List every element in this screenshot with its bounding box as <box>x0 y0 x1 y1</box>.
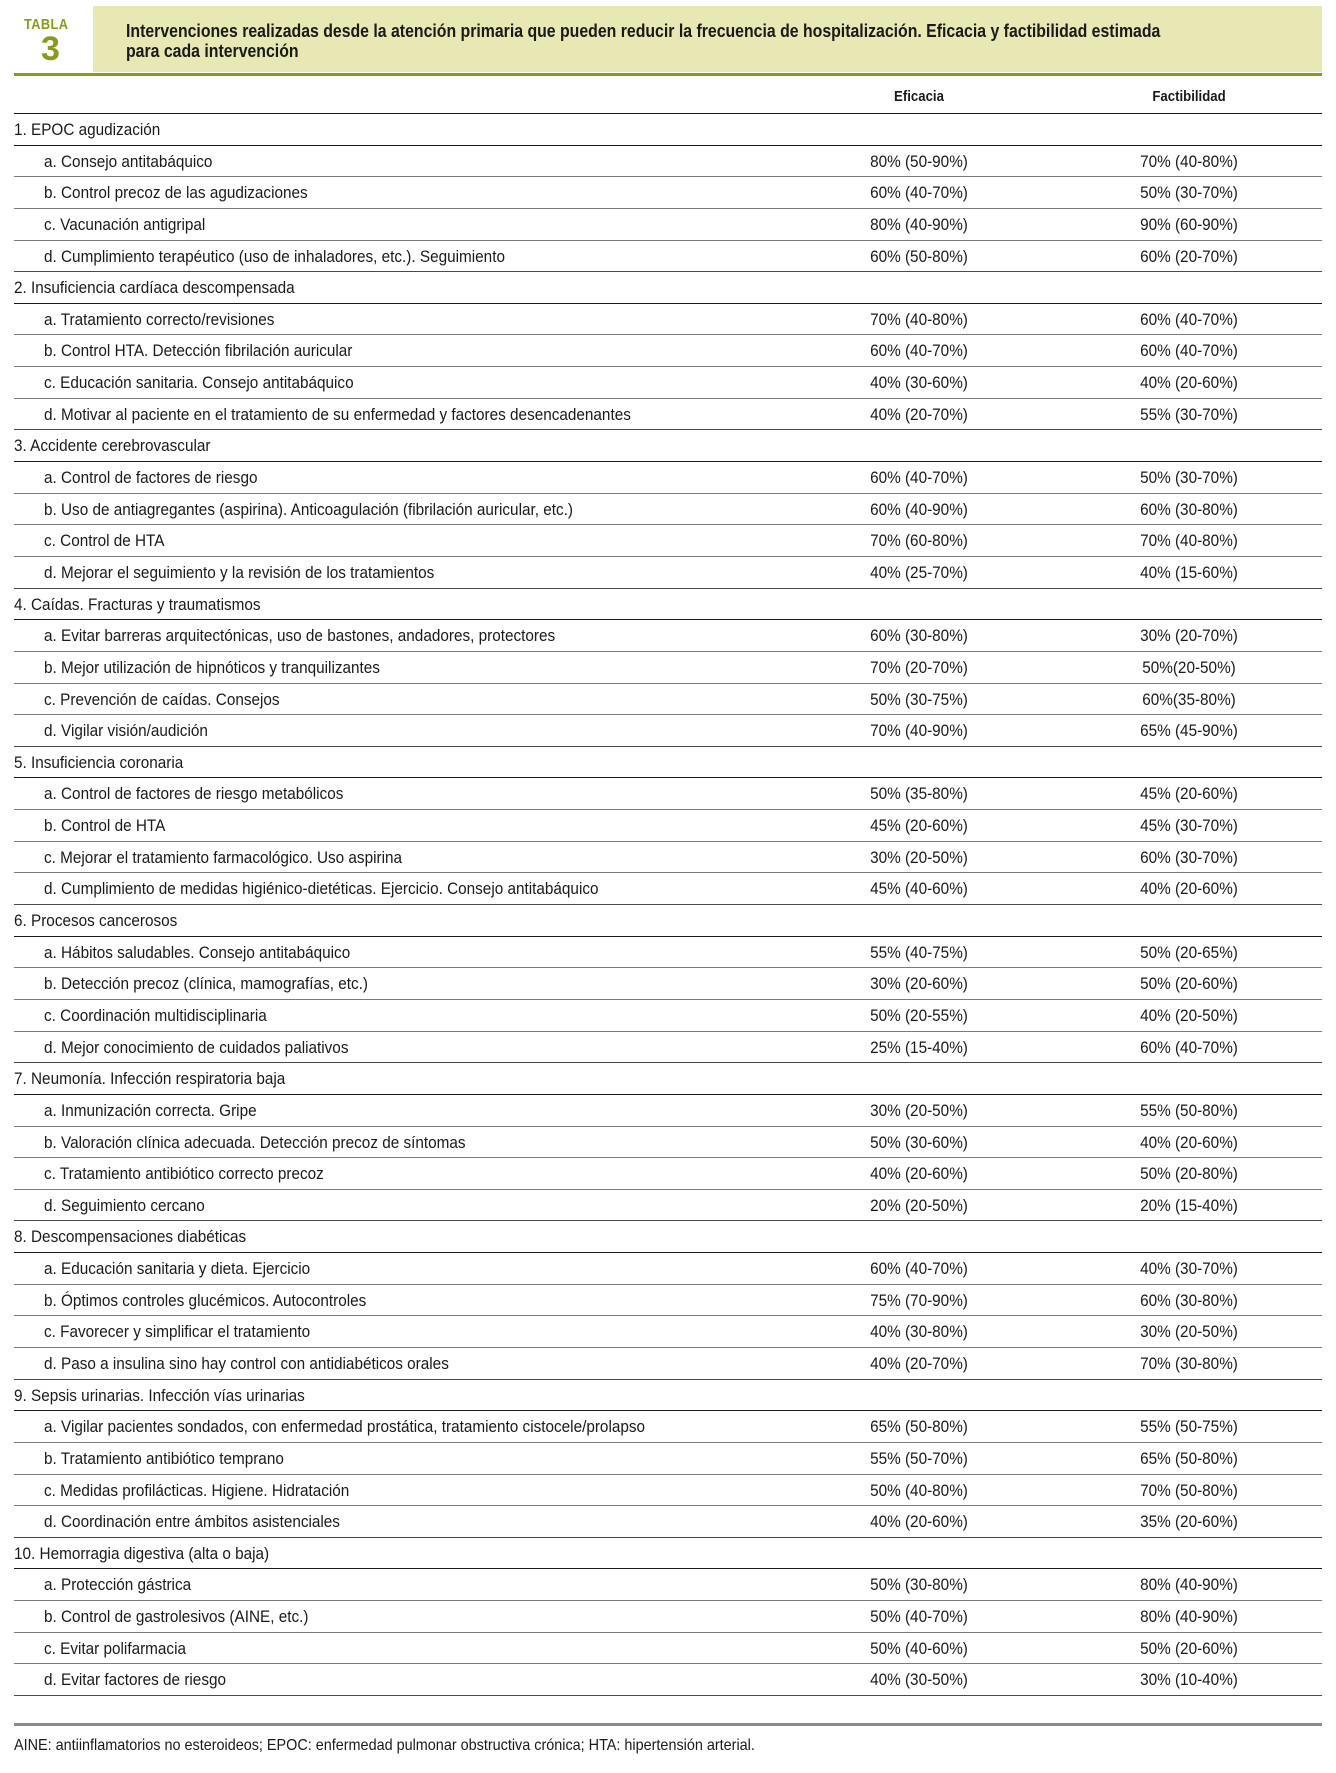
intervention-label: a. Hábitos saludables. Consejo antitabáquico <box>44 942 351 962</box>
intervention-label: b. Mejor utilización de hipnóticos y tranquilizantes <box>44 657 380 677</box>
factibilidad-value: 30% (20-50%) <box>1140 1322 1238 1342</box>
table-row <box>14 399 1322 431</box>
eficacia-value: 40% (20-70%) <box>870 1353 968 1373</box>
factibilidad-value: 50% (30-70%) <box>1140 183 1238 203</box>
table-row <box>14 1411 1322 1443</box>
factibilidad-value: 60% (40-70%) <box>1140 309 1238 329</box>
table-row <box>14 1348 1322 1380</box>
table-row <box>14 842 1322 874</box>
factibilidad-value: 40% (20-60%) <box>1140 1132 1238 1152</box>
table-row <box>14 778 1322 810</box>
factibilidad-value: 50% (20-60%) <box>1140 974 1238 994</box>
table-title <box>126 21 1200 61</box>
intervention-label: d. Motivar al paciente en el tratamiento de su enfermedad y factores desencadenantes <box>44 404 631 424</box>
eficacia-value: 45% (40-60%) <box>870 879 968 899</box>
intervention-label: b. Valoración clínica adecuada. Detección precoz de síntomas <box>44 1132 466 1152</box>
factibilidad-value: 30% (20-70%) <box>1140 626 1238 646</box>
table-row <box>14 684 1322 716</box>
table-row <box>14 1158 1322 1190</box>
intervention-label: b. Control precoz de las agudizaciones <box>44 183 308 203</box>
table-row <box>14 1664 1322 1696</box>
eficacia-value: 50% (30-75%) <box>870 689 968 709</box>
eficacia-value: 40% (20-70%) <box>870 404 968 424</box>
column-header-eficacia: Eficacia <box>894 88 944 105</box>
intervention-label: d. Cumplimiento de medidas higiénico-dietéticas. Ejercicio. Consejo antitabáquico <box>44 879 599 899</box>
eficacia-value: 55% (50-70%) <box>870 1448 968 1468</box>
table-row <box>14 1475 1322 1507</box>
factibilidad-value: 60% (40-70%) <box>1140 1037 1238 1057</box>
intervention-label: d. Mejorar el seguimiento y la revisión de los tratamientos <box>44 562 435 582</box>
table-row <box>14 1095 1322 1127</box>
interventions-table <box>14 76 1322 1696</box>
eficacia-value: 30% (20-50%) <box>870 847 968 867</box>
group-label: 4. Caídas. Fracturas y traumatismos <box>14 594 261 614</box>
intervention-label: a. Inmunización correcta. Gripe <box>44 1100 257 1120</box>
group-label: 6. Procesos cancerosos <box>14 911 178 931</box>
table-tag <box>14 6 93 72</box>
bottom-rule <box>14 1723 1322 1726</box>
table-row <box>14 177 1322 209</box>
factibilidad-value: 55% (50-75%) <box>1140 1417 1238 1437</box>
factibilidad-value: 90% (60-90%) <box>1140 214 1238 234</box>
factibilidad-value: 70% (50-80%) <box>1140 1480 1238 1500</box>
table-header <box>14 6 1322 72</box>
intervention-label: a. Evitar barreras arquitectónicas, uso de bastones, andadores, protectores <box>44 626 556 646</box>
intervention-label: b. Detección precoz (clínica, mamografías, etc.) <box>44 974 368 994</box>
eficacia-value: 50% (30-60%) <box>870 1132 968 1152</box>
table-row <box>14 1127 1322 1159</box>
eficacia-value: 60% (40-70%) <box>870 183 968 203</box>
intervention-label: a. Consejo antitabáquico <box>44 151 213 171</box>
group-label: 2. Insuficiencia cardíaca descompensada <box>14 278 295 298</box>
factibilidad-value: 55% (30-70%) <box>1140 404 1238 424</box>
group-label: 8. Descompensaciones diabéticas <box>14 1227 247 1247</box>
factibilidad-value: 80% (40-90%) <box>1140 1575 1238 1595</box>
eficacia-value: 50% (40-70%) <box>870 1607 968 1627</box>
eficacia-value: 50% (40-80%) <box>870 1480 968 1500</box>
intervention-label: d. Mejor conocimiento de cuidados paliativos <box>44 1037 349 1057</box>
table-row <box>14 715 1322 747</box>
intervention-label: d. Evitar factores de riesgo <box>44 1670 226 1690</box>
group-label: 3. Accidente cerebrovascular <box>14 436 211 456</box>
group-row <box>14 1380 1322 1412</box>
eficacia-value: 40% (30-80%) <box>870 1322 968 1342</box>
eficacia-value: 50% (20-55%) <box>870 1005 968 1025</box>
intervention-label: b. Control de gastrolesivos (AINE, etc.) <box>44 1607 309 1627</box>
group-row <box>14 747 1322 779</box>
table-row <box>14 146 1322 178</box>
factibilidad-value: 60% (30-70%) <box>1140 847 1238 867</box>
factibilidad-value: 70% (40-80%) <box>1140 151 1238 171</box>
eficacia-value: 80% (40-90%) <box>870 214 968 234</box>
table-row <box>14 557 1322 589</box>
group-row <box>14 114 1322 146</box>
table-row <box>14 652 1322 684</box>
group-row <box>14 272 1322 304</box>
table-row <box>14 335 1322 367</box>
factibilidad-value: 45% (20-60%) <box>1140 784 1238 804</box>
eficacia-value: 40% (20-60%) <box>870 1512 968 1532</box>
factibilidad-value: 40% (20-60%) <box>1140 373 1238 393</box>
factibilidad-value: 60% (40-70%) <box>1140 341 1238 361</box>
intervention-label: c. Medidas profilácticas. Higiene. Hidratación <box>44 1480 350 1500</box>
factibilidad-value: 80% (40-90%) <box>1140 1607 1238 1627</box>
group-row <box>14 589 1322 621</box>
table-title-line-2: para cada intervención <box>126 41 299 61</box>
intervention-label: c. Control de HTA <box>44 531 165 551</box>
intervention-label: d. Paso a insulina sino hay control con antidiabéticos orales <box>44 1353 449 1373</box>
table-row <box>14 1032 1322 1064</box>
eficacia-value: 25% (15-40%) <box>870 1037 968 1057</box>
group-label: 5. Insuficiencia coronaria <box>14 752 184 772</box>
eficacia-value: 50% (30-80%) <box>870 1575 968 1595</box>
eficacia-value: 50% (35-80%) <box>870 784 968 804</box>
intervention-label: d. Vigilar visión/audición <box>44 721 208 741</box>
factibilidad-value: 50% (20-80%) <box>1140 1164 1238 1184</box>
table-row <box>14 1601 1322 1633</box>
intervention-label: a. Vigilar pacientes sondados, con enfermedad prostática, tratamiento cistocele/prolapso <box>44 1417 646 1437</box>
intervention-label: d. Coordinación entre ámbitos asistenciales <box>44 1512 340 1532</box>
intervention-label: c. Evitar polifarmacia <box>44 1638 187 1658</box>
group-row <box>14 1538 1322 1570</box>
factibilidad-value: 50%(20-50%) <box>1142 657 1236 677</box>
eficacia-value: 30% (20-60%) <box>870 974 968 994</box>
intervention-label: d. Cumplimiento terapéutico (uso de inhaladores, etc.). Seguimiento <box>44 246 505 266</box>
eficacia-value: 65% (50-80%) <box>870 1417 968 1437</box>
table-row <box>14 241 1322 273</box>
eficacia-value: 80% (50-90%) <box>870 151 968 171</box>
factibilidad-value: 65% (50-80%) <box>1140 1448 1238 1468</box>
intervention-label: a. Tratamiento correcto/revisiones <box>44 309 275 329</box>
factibilidad-value: 60% (30-80%) <box>1140 499 1238 519</box>
table-row <box>14 873 1322 905</box>
group-label: 7. Neumonía. Infección respiratoria baja <box>14 1069 286 1089</box>
factibilidad-value: 50% (20-65%) <box>1140 942 1238 962</box>
intervention-label: a. Control de factores de riesgo <box>44 468 258 488</box>
intervention-label: b. Uso de antiagregantes (aspirina). Anticoagulación (fibrilación auricular, etc.) <box>44 499 573 519</box>
intervention-label: b. Óptimos controles glucémicos. Autocontroles <box>44 1290 367 1310</box>
intervention-label: c. Coordinación multidisciplinaria <box>44 1005 267 1025</box>
factibilidad-value: 70% (30-80%) <box>1140 1353 1238 1373</box>
factibilidad-value: 65% (45-90%) <box>1140 721 1238 741</box>
eficacia-value: 60% (30-80%) <box>870 626 968 646</box>
table-title-line-1: Intervenciones realizadas desde la atención primaria que pueden reducir la frecuencia de hospitalización. Eficacia y factibilidad estimada <box>126 21 1161 41</box>
eficacia-value: 60% (40-70%) <box>870 1259 968 1279</box>
intervention-label: b. Tratamiento antibiótico temprano <box>44 1448 284 1468</box>
table-body <box>14 114 1322 1696</box>
table-row <box>14 1253 1322 1285</box>
factibilidad-value: 55% (50-80%) <box>1140 1100 1238 1120</box>
intervention-label: c. Prevención de caídas. Consejos <box>44 689 280 709</box>
intervention-label: a. Protección gástrica <box>44 1575 192 1595</box>
factibilidad-value: 40% (20-50%) <box>1140 1005 1238 1025</box>
intervention-label: c. Educación sanitaria. Consejo antitabáquico <box>44 373 354 393</box>
eficacia-value: 60% (40-70%) <box>870 341 968 361</box>
eficacia-value: 75% (70-90%) <box>870 1290 968 1310</box>
column-headers <box>14 76 1322 114</box>
table-title-box <box>93 6 1322 72</box>
eficacia-value: 40% (30-50%) <box>870 1670 968 1690</box>
group-label: 1. EPOC agudización <box>14 120 161 139</box>
intervention-label: c. Mejorar el tratamiento farmacológico. Uso aspirina <box>44 847 403 867</box>
table-row <box>14 1316 1322 1348</box>
factibilidad-value: 20% (15-40%) <box>1140 1195 1238 1215</box>
footnote: AINE: antiinflamatorios no esteroideos; EPOC: enfermedad pulmonar obstructiva crónica; HTA: hipertensión arterial. <box>14 1737 755 1754</box>
group-label: 10. Hemorragia digestiva (alta o baja) <box>14 1543 270 1563</box>
factibilidad-value: 40% (20-60%) <box>1140 879 1238 899</box>
intervention-label: c. Favorecer y simplificar el tratamiento <box>44 1322 311 1342</box>
table-row <box>14 367 1322 399</box>
eficacia-value: 30% (20-50%) <box>870 1100 968 1120</box>
table-row <box>14 1000 1322 1032</box>
table-tag-number: 3 <box>41 30 60 68</box>
factibilidad-value: 45% (30-70%) <box>1140 816 1238 836</box>
eficacia-value: 60% (40-70%) <box>870 468 968 488</box>
group-row <box>14 1221 1322 1253</box>
group-label: 9. Sepsis urinarias. Infección vías urinarias <box>14 1385 305 1405</box>
eficacia-value: 70% (40-80%) <box>870 309 968 329</box>
table-tag-word: TABLA <box>24 16 69 33</box>
eficacia-value: 60% (40-90%) <box>870 499 968 519</box>
table-row <box>14 209 1322 241</box>
eficacia-value: 70% (40-90%) <box>870 721 968 741</box>
factibilidad-value: 60% (30-80%) <box>1140 1290 1238 1310</box>
table-row <box>14 1569 1322 1601</box>
eficacia-value: 70% (20-70%) <box>870 657 968 677</box>
intervention-label: a. Control de factores de riesgo metabólicos <box>44 784 344 804</box>
table-row <box>14 1443 1322 1475</box>
eficacia-value: 40% (30-60%) <box>870 373 968 393</box>
factibilidad-value: 50% (30-70%) <box>1140 468 1238 488</box>
table-row <box>14 620 1322 652</box>
intervention-label: d. Seguimiento cercano <box>44 1195 205 1215</box>
table-row <box>14 810 1322 842</box>
factibilidad-value: 70% (40-80%) <box>1140 531 1238 551</box>
table-row <box>14 937 1322 969</box>
factibilidad-value: 40% (15-60%) <box>1140 562 1238 582</box>
factibilidad-value: 30% (10-40%) <box>1140 1670 1238 1690</box>
factibilidad-value: 60%(35-80%) <box>1142 689 1236 709</box>
table-row <box>14 1506 1322 1538</box>
group-row <box>14 1063 1322 1095</box>
factibilidad-value: 60% (20-70%) <box>1140 246 1238 266</box>
eficacia-value: 40% (25-70%) <box>870 562 968 582</box>
intervention-label: b. Control de HTA <box>44 816 166 836</box>
table-row <box>14 968 1322 1000</box>
intervention-label: c. Tratamiento antibiótico correcto precoz <box>44 1164 324 1184</box>
eficacia-value: 45% (20-60%) <box>870 816 968 836</box>
table-row <box>14 1190 1322 1222</box>
eficacia-value: 60% (50-80%) <box>870 246 968 266</box>
intervention-label: a. Educación sanitaria y dieta. Ejercicio <box>44 1259 311 1279</box>
intervention-label: c. Vacunación antigripal <box>44 214 206 234</box>
factibilidad-value: 35% (20-60%) <box>1140 1512 1238 1532</box>
eficacia-value: 70% (60-80%) <box>870 531 968 551</box>
table-row <box>14 494 1322 526</box>
group-row <box>14 905 1322 937</box>
group-row <box>14 430 1322 462</box>
column-header-factibilidad: Factibilidad <box>1152 88 1226 105</box>
table-row <box>14 1285 1322 1317</box>
eficacia-value: 50% (40-60%) <box>870 1638 968 1658</box>
table-row <box>14 1633 1322 1665</box>
factibilidad-value: 40% (30-70%) <box>1140 1259 1238 1279</box>
eficacia-value: 55% (40-75%) <box>870 942 968 962</box>
eficacia-value: 40% (20-60%) <box>870 1164 968 1184</box>
factibilidad-value: 50% (20-60%) <box>1140 1638 1238 1658</box>
eficacia-value: 20% (20-50%) <box>870 1195 968 1215</box>
table-row <box>14 304 1322 336</box>
intervention-label: b. Control HTA. Detección fibrilación auricular <box>44 341 353 361</box>
table-row <box>14 462 1322 494</box>
table-row <box>14 525 1322 557</box>
